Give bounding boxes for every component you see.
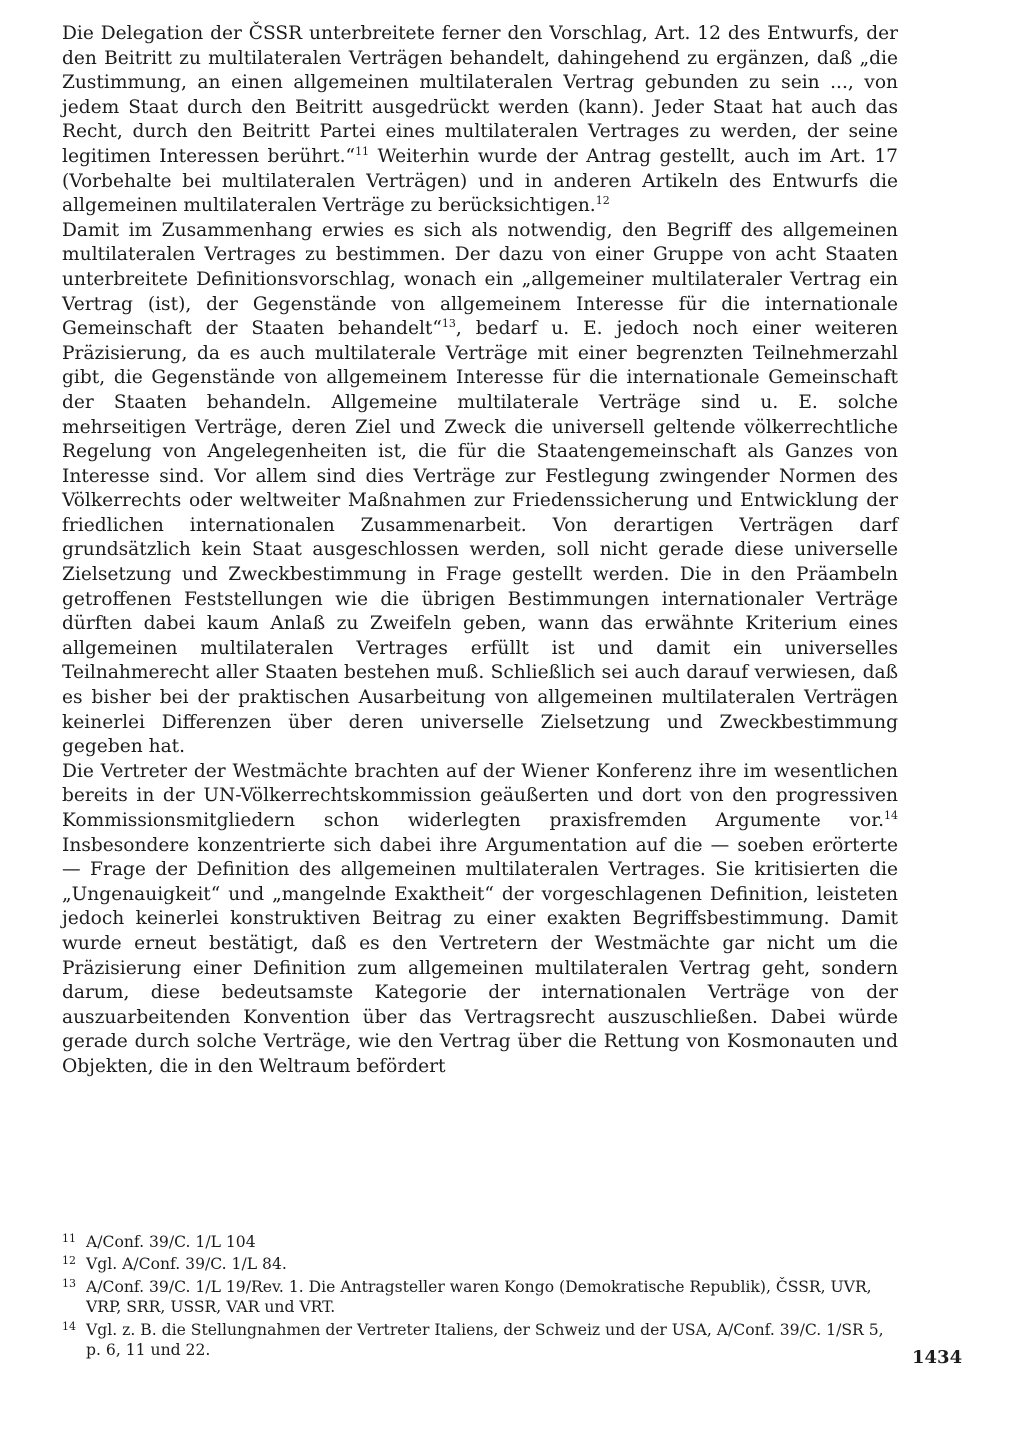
paragraph-text: Die Vertreter der Westmächte brachten auf der Wiener Konferenz ihre im wesentlichen bereits in der UN-Völkerrechtskommission geäußerten und dort von den progressiven Kommissionsmitgliedern schon widerlegten praxisfremden Argumente vor. bbox=[62, 760, 898, 831]
page-body bbox=[62, 22, 898, 1080]
footnote-number: 11 bbox=[62, 1232, 76, 1245]
paragraph-3 bbox=[62, 760, 898, 1080]
paragraph-1 bbox=[62, 22, 898, 219]
footnote-ref: 12 bbox=[595, 194, 610, 208]
footnote-text: A/Conf. 39/C. 1/L 104 bbox=[86, 1233, 256, 1251]
page-number: 1434 bbox=[912, 1347, 963, 1368]
footnote-number: 14 bbox=[62, 1319, 76, 1333]
footnote-ref: 11 bbox=[355, 144, 370, 158]
footnote-text: Vgl. z. B. die Stellungnahmen der Vertreter Italiens, der Schweiz und der USA, A/Conf. 39/C. 1/SR 5, p. 6, 11 und 22. bbox=[86, 1320, 884, 1360]
paragraph-text: Weiterhin wurde der Antrag gestellt, auch im Art. 17 (Vorbehalte bei multilateralen Verträgen) und in anderen Artikeln des Entwurfs die allgemeinen multilateralen Verträge zu berücksichtigen. bbox=[62, 145, 898, 217]
paragraph-text: , bedarf u. E. jedoch noch einer weiteren Präzisierung, da es auch multilaterale Verträge mit einer begrenzten Teilnehmerzahl gibt, die Gegenstände von allgemeinem Interesse für die internationale Gemeinschaft der Staaten behandeln. Allgemeine multilaterale Verträge sind u. E. solche mehrseitigen Verträge, deren Ziel und Zweck die universell geltende völkerrechtliche Regelung von Angelegenheiten ist, die für die Staatengemeinschaft als Ganzes von Interesse sind. Vor allem sind dies Verträge zur Festlegung zwingender Normen des Völkerrechts oder weltweiter Maßnahmen zur Friedenssicherung und Entwicklung der friedlichen internationalen Zusammenarbeit. Von derartigen Verträgen darf grundsätzlich kein Staat ausgeschlossen werden, soll nicht gerade diese universelle Zielsetzung und Zweckbestimmung in Frage gestellt werden. Die in den Präambeln getroffenen Feststellungen wie die übrigen Bestimmungen internationaler Verträge dürften dabei kaum Anlaß zu Zweifeln geben, wann das erwähnte Kriterium eines allgemeinen multilateralen Vertrages erfüllt ist und damit ein universelles Teilnahmerecht aller Staaten bestehen muß. Schließlich sei auch darauf verwiesen, daß es bisher bei der praktischen Ausarbeitung von allgemeinen multilateralen Verträgen keinerlei Differenzen über deren universelle Zielsetzung und Zweckbestimmung gegeben hat. bbox=[62, 318, 899, 758]
paragraph-text: Damit im Zusammenhang erwies es sich als notwendig, den Begriff des allgemeinen multilateralen Vertrages zu bestimmen. Der dazu von einer Gruppe von acht Staaten unterbreitete Definitionsvorschlag, wonach ein „allgemeiner multilateraler Vertrag ein Vertrag (ist), der Gegenstände von allgemeinem Interesse für die internationale Gemeinschaft der Staaten behandelt“ bbox=[62, 219, 898, 340]
footnote-text: Vgl. A/Conf. 39/C. 1/L 84. bbox=[86, 1255, 287, 1274]
paragraph-text: Die Delegation der ČSSR unterbreitete ferner den Vorschlag, Art. 12 des Entwurfs, der den Beitritt zu multilateralen Verträgen behandelt, dahingehend zu ergänzen, daß „die Zustimmung, an einen allgemeinen multilateralen Vertrag gebunden zu sein ..., von jedem Staat durch den Beitritt ausgedrückt werden (kann). Jeder Staat hat auch das Recht, durch den Beitritt Partei eines multilateralen Vertrages zu werden, der seine legitimen Interessen berührt.“ bbox=[62, 23, 898, 167]
footnote-number: 12 bbox=[62, 1254, 76, 1268]
footnote-item bbox=[62, 1232, 898, 1252]
main-text bbox=[62, 22, 898, 1080]
footnote-ref: 14 bbox=[884, 809, 898, 822]
paragraph-2 bbox=[62, 219, 898, 760]
footnote-number: 13 bbox=[62, 1276, 76, 1290]
footnote-ref: 13 bbox=[441, 317, 456, 331]
paragraph-text: Insbesondere konzentrierte sich dabei ihre Argumentation auf die — soeben erörterte — Frage der Definition des allgemeinen multilateralen Vertrages. Sie kritisierten die „Ungenauigkeit“ und „mangelnde Exaktheit“ der vorgeschlagenen Definition, leisteten jedoch keinerlei konstruktiven Beitrag zu einer exakten Begriffsbestimmung. Damit wurde erneut bestätigt, daß es den Vertretern der Westmächte gar nicht um die Präzisierung einer Definition zum allgemeinen multilateralen Vertrag geht, sondern darum, diese bedeutsamste Kategorie der internationalen Verträge von der auszuarbeitenden Konvention über das Vertragsrecht auszuschließen. Dabei würde gerade durch solche Verträge, wie den Vertrag über die Rettung von Kosmonauten und Objekten, die in den Weltraum befördert bbox=[62, 834, 898, 1077]
footnote-text: A/Conf. 39/C. 1/L 19/Rev. 1. Die Antragsteller waren Kongo (Demokratische Republik), ČSSR, UVR, VRP, SRR, USSR, VAR und VRT. bbox=[86, 1277, 872, 1317]
footnotes bbox=[62, 1232, 898, 1362]
footnote-item bbox=[62, 1277, 898, 1318]
footnote-item bbox=[62, 1254, 898, 1274]
footnote-item bbox=[62, 1320, 898, 1361]
